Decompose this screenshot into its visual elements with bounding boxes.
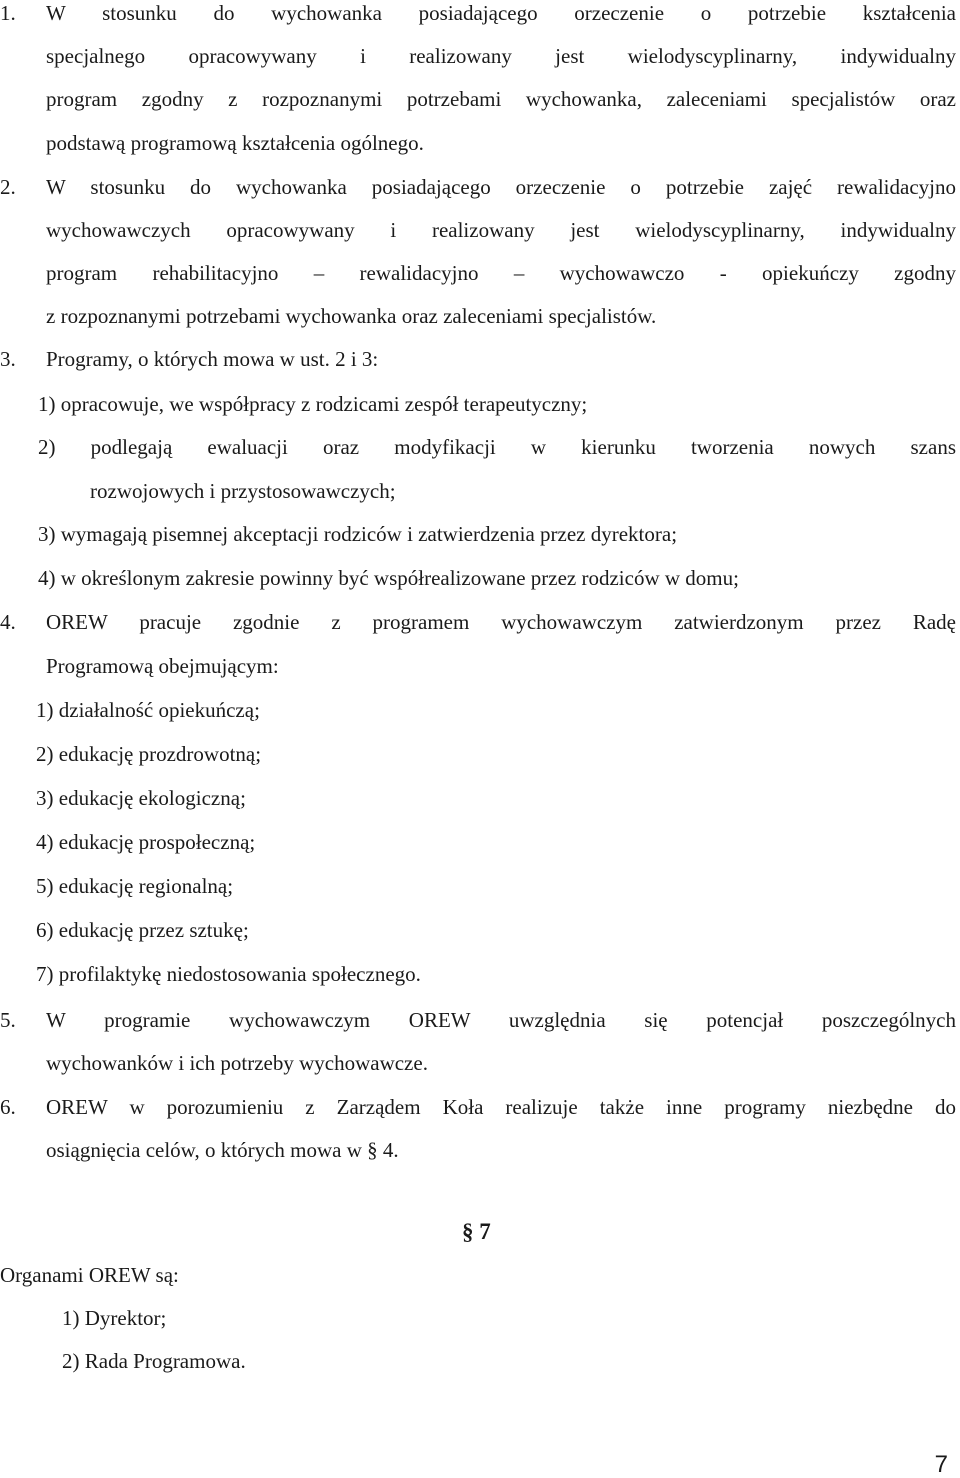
organ-list-item: 1) Dyrektor; — [62, 1306, 167, 1330]
sub-item: 7) profilaktykę niedostosowania społecznego. — [36, 962, 421, 986]
item-number: 3. — [0, 347, 16, 371]
paragraph-line: z rozpoznanymi potrzebami wychowanka oraz zaleceniami specjalistów. — [46, 304, 657, 328]
paragraph-line: osiągnięcia celów, o których mowa w § 4. — [46, 1138, 399, 1162]
paragraph-line: wychowawczych opracowywany i realizowany jest wielodyscyplinarny, indywidualny — [46, 218, 956, 242]
paragraph-line: program zgodny z rozpoznanymi potrzebami wychowanka, zaleceniami specjalistów oraz — [46, 87, 956, 111]
sub-item: 3) edukację ekologiczną; — [36, 786, 246, 810]
item-number: 2. — [0, 175, 16, 199]
section-heading: § 7 — [462, 1219, 491, 1244]
sub-item: 3) wymagają pisemnej akceptacji rodziców i zatwierdzenia przez dyrektora; — [38, 522, 678, 546]
page-number: 7 — [934, 1451, 948, 1478]
sub-item: 1) opracowuje, we współpracy z rodzicami zespół terapeutyczny; — [38, 392, 588, 416]
paragraph-line: OREW pracuje zgodnie z programem wychowawczym zatwierdzonym przez Radę — [46, 610, 956, 634]
paragraph-line: podstawą programową kształcenia ogólnego. — [46, 131, 424, 155]
sub-item: 4) w określonym zakresie powinny być współrealizowane przez rodziców w domu; — [38, 566, 739, 590]
sub-item-continuation: rozwojowych i przystosowawczych; — [90, 479, 396, 503]
sub-item: 1) działalność opiekuńczą; — [36, 698, 260, 722]
paragraph-line: Programową obejmującym: — [46, 654, 279, 678]
paragraph-line: Programy, o których mowa w ust. 2 i 3: — [46, 347, 379, 371]
paragraph-line: program rehabilitacyjno – rewalidacyjno – wychowawczo - opiekuńczy zgodny — [46, 261, 956, 285]
paragraph-line: specjalnego opracowywany i realizowany jest wielodyscyplinarny, indywidualny — [46, 44, 956, 68]
item-number: 6. — [0, 1095, 16, 1119]
sub-item: 4) edukację prospołeczną; — [36, 830, 256, 854]
sub-item: 6) edukację przez sztukę; — [36, 918, 249, 942]
sub-item: 5) edukację regionalną; — [36, 874, 234, 898]
sub-item: 2) edukację prozdrowotną; — [36, 742, 262, 766]
item-number: 4. — [0, 610, 16, 634]
paragraph-line: W stosunku do wychowanka posiadającego orzeczenie o potrzebie zajęć rewalidacyjno — [46, 175, 956, 199]
organ-list-item: 2) Rada Programowa. — [62, 1349, 246, 1373]
paragraph-line: W stosunku do wychowanka posiadającego orzeczenie o potrzebie kształcenia — [46, 1, 956, 25]
section-intro: Organami OREW są: — [0, 1263, 179, 1287]
item-number: 1. — [0, 1, 16, 25]
item-number: 5. — [0, 1008, 16, 1032]
paragraph-line: W programie wychowawczym OREW uwzględnia się potencjał poszczególnych — [46, 1008, 956, 1032]
paragraph-line: wychowanków i ich potrzeby wychowawcze. — [46, 1051, 428, 1075]
paragraph-line: OREW w porozumieniu z Zarządem Koła realizuje także inne programy niezbędne do — [46, 1095, 956, 1119]
sub-item: 2) podlegają ewaluacji oraz modyfikacji w kierunku tworzenia nowych szans — [38, 435, 956, 459]
